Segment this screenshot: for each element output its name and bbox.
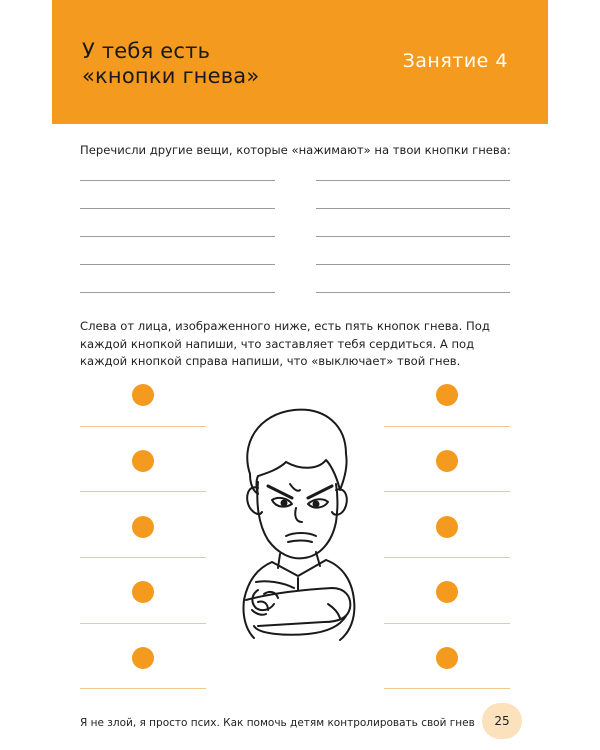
anger-button-right <box>436 581 458 603</box>
page-number: 25 <box>482 703 522 739</box>
answer-line-right[interactable] <box>384 557 510 558</box>
anger-button-left <box>132 450 154 472</box>
instruction-buttons: Слева от лица, изображенного ниже, есть пять кнопок гнева. Под каждой кнопкой напиши, что заставляет тебя сердиться. А под каждой кнопкой справа напиши, что «выключает» твой гнев. <box>80 319 490 368</box>
anger-button-right <box>436 450 458 472</box>
anger-button-right <box>436 516 458 538</box>
answer-line-left[interactable] <box>80 491 206 492</box>
anger-button-right <box>436 647 458 669</box>
title-line-1: У тебя есть <box>82 39 211 63</box>
book-title: Я не злой, я просто псих. Как помочь детям контролировать свой гнев <box>80 717 475 729</box>
answer-line[interactable] <box>316 236 510 237</box>
answer-line[interactable] <box>316 292 510 293</box>
title-line-2: «кнопки гнева» <box>82 64 260 88</box>
answer-line[interactable] <box>80 208 275 209</box>
answer-line[interactable] <box>80 236 275 237</box>
answer-line-right[interactable] <box>384 491 510 492</box>
answer-line-left[interactable] <box>80 557 206 558</box>
anger-button-left <box>132 516 154 538</box>
answer-line-right[interactable] <box>384 426 510 427</box>
answer-line-left[interactable] <box>80 426 206 427</box>
anger-button-left <box>132 581 154 603</box>
angry-boy-illustration <box>228 404 372 642</box>
anger-button-right <box>436 384 458 406</box>
anger-button-left <box>132 384 154 406</box>
anger-button-left <box>132 647 154 669</box>
lesson-label: Занятие 4 <box>402 50 508 72</box>
answer-line-right[interactable] <box>384 688 510 689</box>
answer-line[interactable] <box>80 264 275 265</box>
answer-line[interactable] <box>316 264 510 265</box>
answer-line-left[interactable] <box>80 623 206 624</box>
answer-line[interactable] <box>80 292 275 293</box>
answer-line-left[interactable] <box>80 688 206 689</box>
chapter-header <box>52 0 548 124</box>
answer-line-right[interactable] <box>384 623 510 624</box>
answer-line[interactable] <box>316 180 510 181</box>
answer-line[interactable] <box>80 180 275 181</box>
instruction-list: Перечисли другие вещи, которые «нажимают» на твои кнопки гнева: <box>80 143 511 157</box>
answer-line[interactable] <box>316 208 510 209</box>
